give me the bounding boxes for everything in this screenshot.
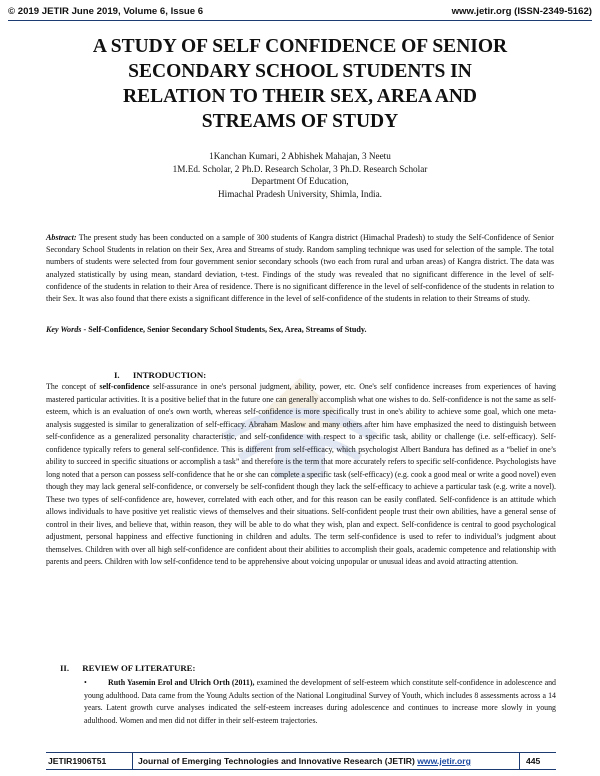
page-number: 445 [526, 756, 541, 766]
review-reference: Ruth Yasemin Erol and Ulrich Orth (2011), [108, 678, 255, 687]
author-department: Department Of Education, [251, 176, 349, 186]
author-block [60, 150, 540, 200]
list-bullet: • [84, 678, 87, 687]
section-heading-review: II. REVIEW OF LITERATURE: [60, 663, 196, 673]
author-university: Himachal Pradesh University, Shimla, India. [218, 188, 382, 199]
footer-divider [132, 753, 133, 769]
header-journal-issue: © 2019 JETIR June 2019, Volume 6, Issue 6 [8, 6, 204, 17]
intro-text: self-assurance in one's personal judgment, ability, power, etc. One's self confidence increases from experiences of having mastered particular activities. It is a positive belief that in the future one can generally accomplish what one wishes to do. Self-confidence is not the same as self-esteem, which is an evaluation of one's own worth, whereas self-confidence is more specifically trust in one's ability to achieve some goal, which one meta-analysis suggested is similar to generalization of self-efficacy. Abraham Maslow and many others after him have emphasized the need to distinguish between self-confidence as a generalized personality characteristic, and self-confidence with respect to a specific task, ability or challenge (i.e. self-efficacy). Self-confidence typically refers to general self-confidence. This is different from self-efficacy, which psychologist Albert Bandura has defined as a “belief in one’s ability to succeed in specific situations or accomplish a task” and therefore is the term that more accurately refers to specific self-confidence. Psychologists have long noted that a person can possess self-confidence that he or she can complete a specific task (self-efficacy) (e.g. cook a good meal or write a good novel) even though they may lack general self-confidence, or conversely be self-confident though they lack the self-efficacy to achieve a particular task (e.g. write a novel). These two types of self-confidence are, however, correlated with each other, and for this reason can be easily conflated. Self-confidence is an attitude which allows individuals to have positive yet realistic views of themselves and their situations. Self-confident people trust their own abilities, have a general sense of control in their lives, and believe that, within reason, they will be able to do what they wish, plan and expect. Self-confidence is central to good psychological adjustment, personal happiness and effective functioning in children and adults. The term self-confidence is used to refer to individual’s judgment about themselves. Children with over all high self-confidence are confident about their abilities to accomplish their goals, academic competence and relationship with parents and peers. Children with low self-confidence tend to be apprehensive about voicing unpopular or unusual ideas and avoid attracting attention. [46, 382, 556, 566]
title-line-4: STREAMS OF STUDY [201, 111, 399, 132]
author-roles: 1M.Ed. Scholar, 2 Ph.D. Research Scholar, 3 Ph.D. Research Scholar [172, 163, 428, 174]
title-line-1: A STUDY OF SELF CONFIDENCE OF SENIOR [92, 36, 508, 57]
title-line-2: SECONDARY SCHOOL STUDENTS IN [128, 61, 472, 82]
footer-journal-name: Journal of Emerging Technologies and Innovative Research (JETIR) [138, 756, 418, 766]
title-line-3: RELATION TO THEIR SEX, AREA AND [123, 86, 477, 107]
keywords [46, 324, 554, 336]
footer-paper-id: JETIR1906T51 [48, 756, 107, 766]
keywords-text: - Self-Confidence, Senior Secondary School Students, Sex, Area, Streams of Study. [81, 325, 367, 334]
intro-lead: The concept of [46, 382, 100, 391]
page-footer [46, 752, 556, 770]
paper-title [30, 34, 570, 134]
footer-divider [519, 753, 520, 769]
intro-term: self-confidence [99, 382, 150, 391]
header-website-issn: www.jetir.org (ISSN-2349-5162) [451, 6, 592, 17]
footer-website-link[interactable]: www.jetir.org [417, 756, 471, 766]
running-header [8, 4, 592, 20]
abstract [46, 232, 554, 305]
abstract-label: Abstract: [46, 233, 77, 242]
review-text: examined the development of self-esteem which constitute self-confidence in adolescence and young adulthood. Data came from the Young Adults section of the National Longitudinal Survey of Youth, which includes 8 assessments across a 14 years. Latent growth curve analyses indicated the self-esteem increases during adolescence and continues to increase more slowly in young adulthood. Women and men did not differ in their self-esteem trajectories. [84, 678, 557, 725]
footer-journal [138, 756, 471, 766]
section-heading-introduction: I. INTRODUCTION: [114, 370, 207, 380]
author-names: 1Kanchan Kumari, 2 Abhishek Mahajan, 3 Neetu [209, 151, 391, 161]
introduction-paragraph [46, 381, 556, 569]
review-paragraph [84, 677, 556, 727]
abstract-text: The present study has been conducted on a sample of 300 students of Kangra district (Himachal Pradesh) to study the Self-Confidence of Senior Secondary School Students in relation on their Sex, Area and Streams of study. Random sampling technique was used for selection of the sample. The total numbers of students were selected from four government senior secondary schools (two each from rural and urban areas) of Kangra district. The data was analyzed statistically by using mean, standard deviation, t-test. Findings of the study was revealed that no significant difference in the level of self-confidence of the students in relation to their Area of residence. There is no significant difference in the level of self-confidence of the students in relation to their Sex. It was also found that there exists a significant difference in the level of self-confidence of the students in relation to their Streams of study. [46, 233, 554, 304]
header-rule [8, 20, 592, 21]
keywords-label: Key Words [46, 325, 82, 334]
